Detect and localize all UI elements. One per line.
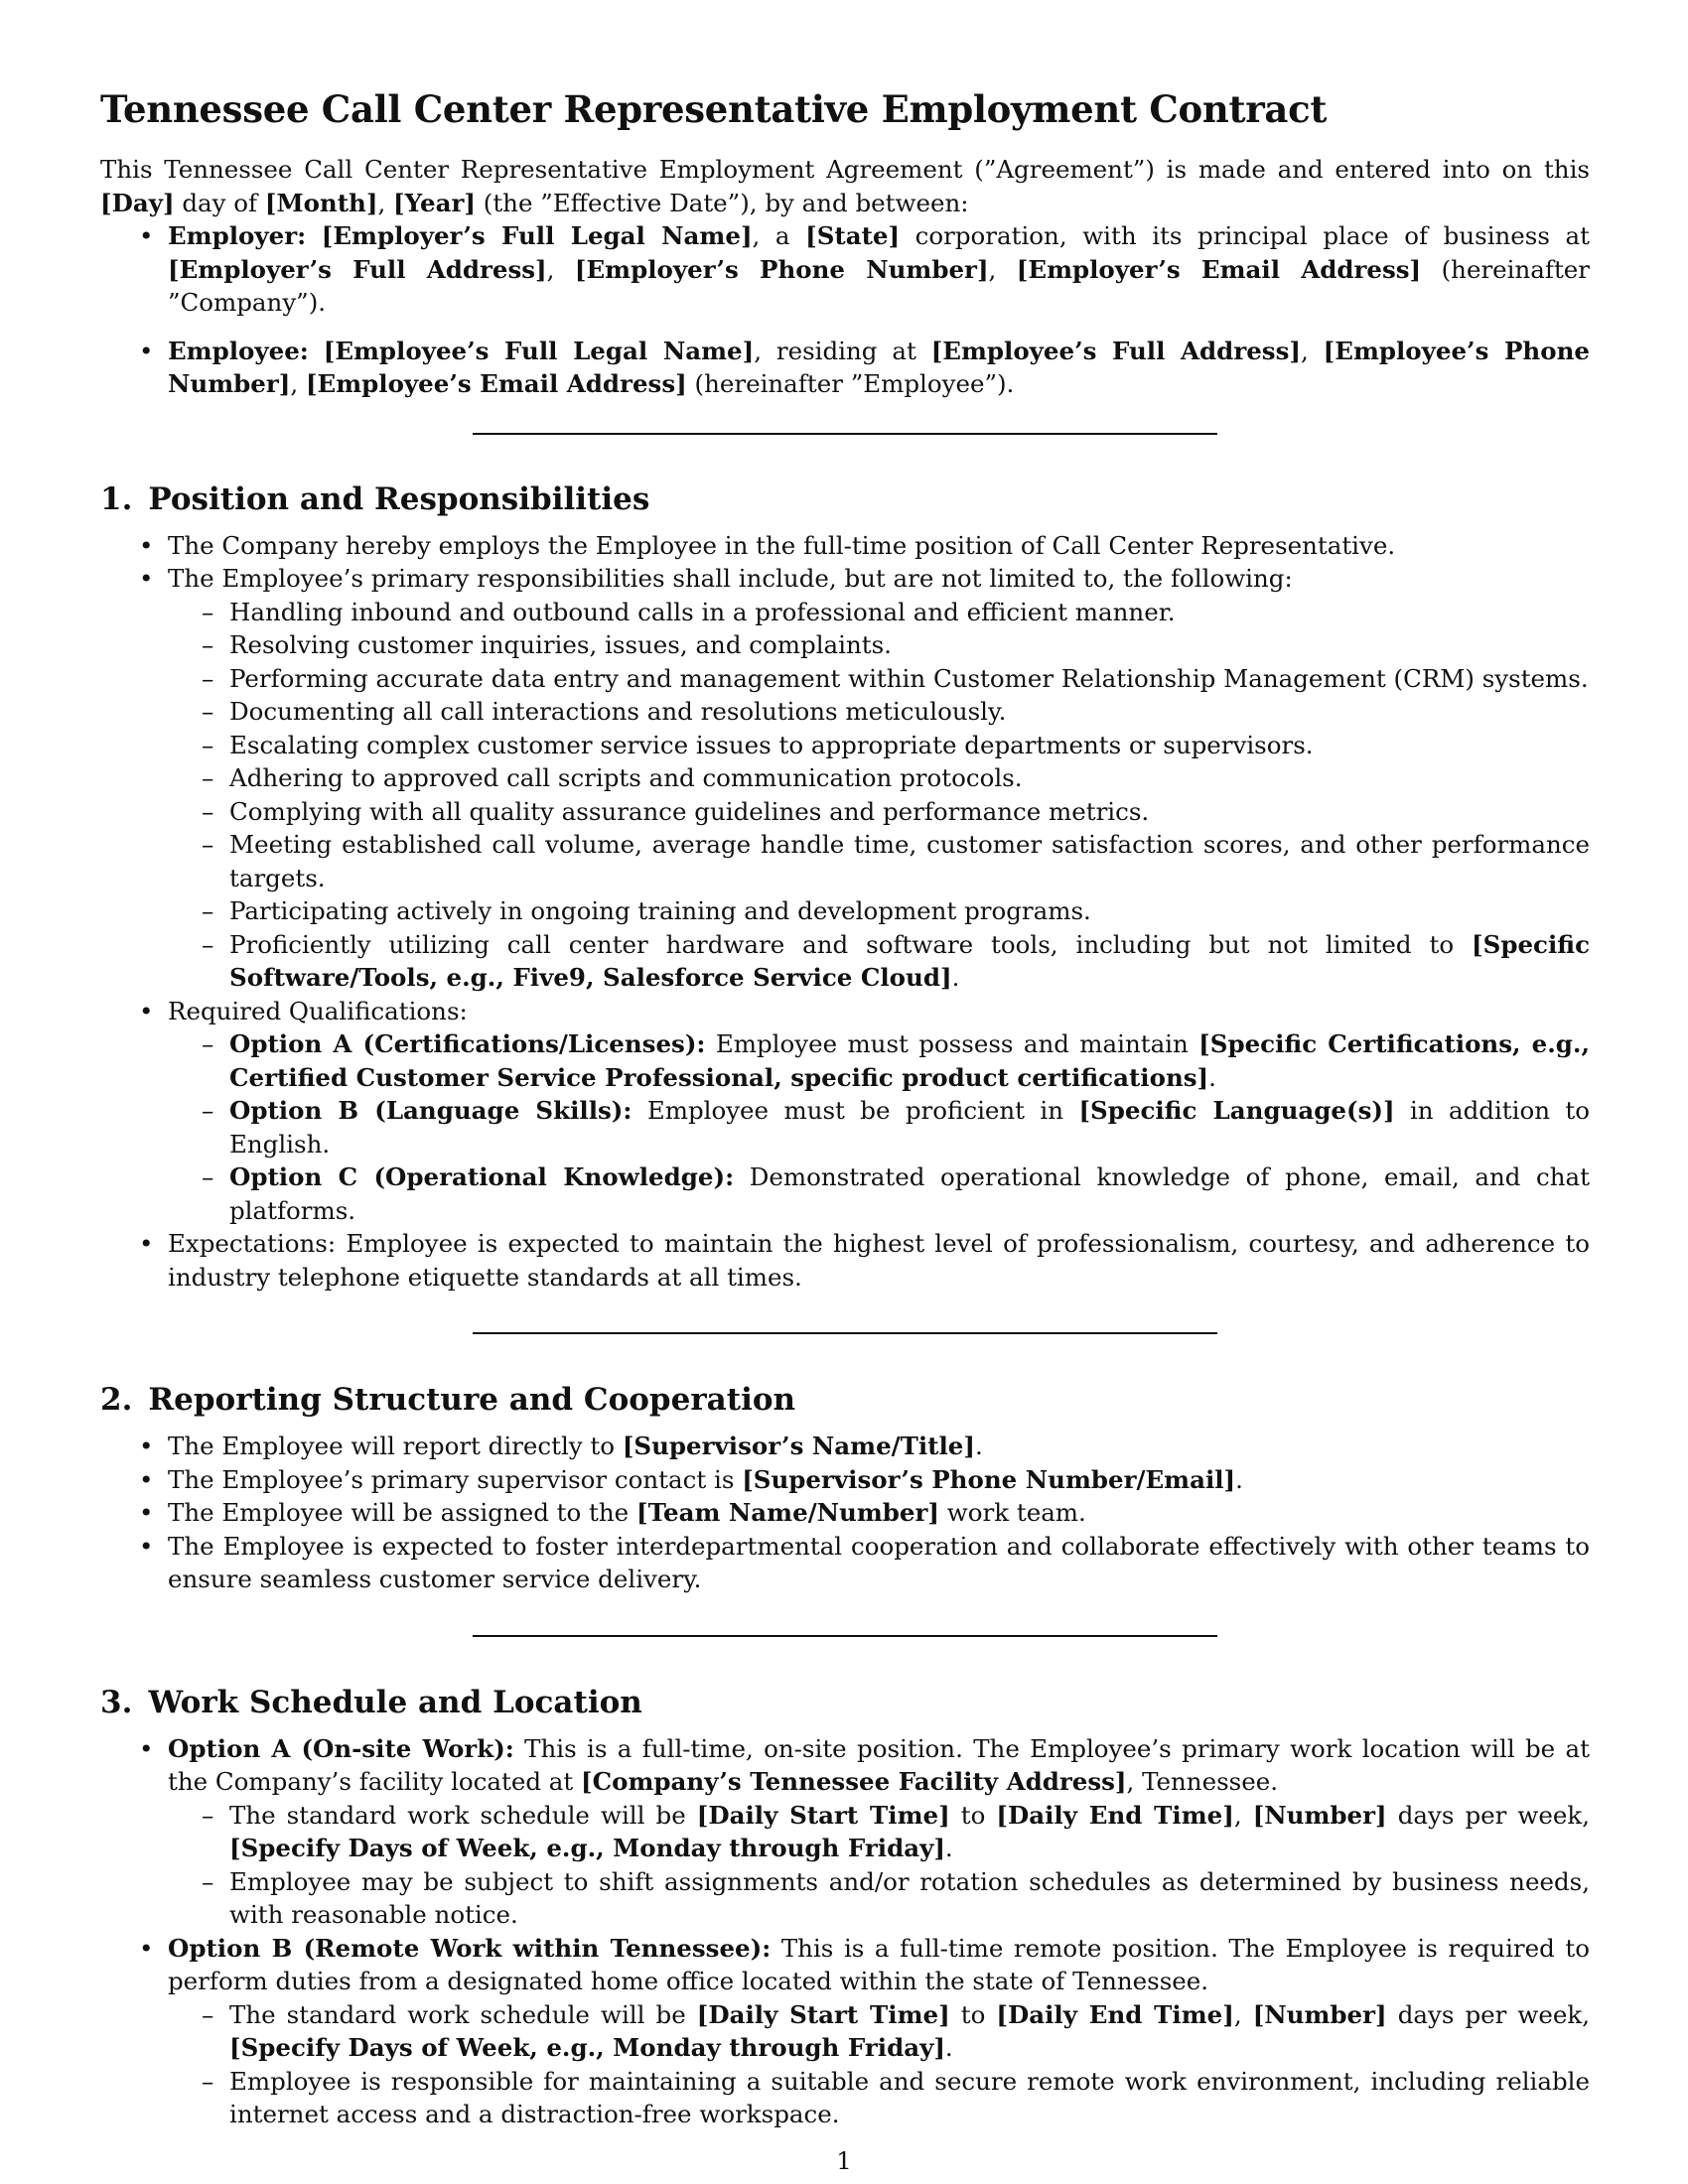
- list-item: • The Employee will report directly to [Supervisor’s Name/Title].: [100, 1430, 1590, 1463]
- year-placeholder: [Year]: [393, 188, 476, 217]
- work-option-a: • Option A (On-site Work): This is a full-time, on-site position. The Employee’s primary work location will be at the Company’s facility located at [Company’s Tennessee Facility Address], Tennessee. – The standard work schedule will be [Daily Start Time] to [Daily End Time], [Number] days per week, [Specify Days of Week, e.g., Monday through Friday]. – Employee may be subject to shift assignments and/or rotation schedules as determined by business needs, with reasonable notice.: [100, 1732, 1590, 1932]
- document-body: [100, 87, 1590, 2131]
- list-item: • The Employee will be assigned to the [Team Name/Number] work team.: [100, 1496, 1590, 1530]
- qualifications-list: [168, 1027, 1590, 1227]
- page-number: 1: [836, 2146, 852, 2175]
- qualification-option-a: – Option A (Certifications/Licenses): Employee must possess and maintain [Specific Certifications, e.g., Certified Customer Service Professional, specific product certifications].: [168, 1027, 1590, 1094]
- section-2-list: [100, 1430, 1590, 1596]
- list-item: • The Employee is expected to foster interdepartmental cooperation and collaborate effectively with other teams to ensure seamless customer service delivery.: [100, 1530, 1590, 1596]
- duty-item: – Performing accurate data entry and management within Customer Relationship Management (CRM) systems.: [168, 662, 1590, 696]
- section-divider: [473, 1635, 1217, 1637]
- duty-item: – Handling inbound and outbound calls in a professional and efficient manner.: [168, 596, 1590, 629]
- remote-environment-item: – Employee is responsible for maintaining a suitable and secure remote work environment, including reliable internet access and a distraction-free workspace.: [168, 2065, 1590, 2131]
- duty-item: – Resolving customer inquiries, issues, and complaints.: [168, 628, 1590, 662]
- list-item: • The Employee’s primary responsibilities shall include, but are not limited to, the following: – Handling inbound and outbound calls in a professional and efficient manner. – Resolving customer inquiries, issues, and complaints. – Performing accurate data entry and management within Customer Relationship Management (CRM) systems. – Documenting all call interactions and resolutions meticulously. – Escalating complex customer service issues to appropriate departments or supervisors. – Adhering to approved call scripts and communication protocols. – Complying with all quality assurance guidelines and performance metrics. – Meeting established call volume, average handle time, customer satisfaction scores, and other performance targets. – Participating actively in ongoing training and development programs. – Proficiently utilizing call center hardware and software tools, including but not limited to [Specific Software/Tools, e.g., Five9, Salesforce Service Cloud].: [100, 562, 1590, 995]
- duty-item: – Proficiently utilizing call center hardware and software tools, including but not limited to [Specific Software/Tools, e.g., Five9, Salesforce Service Cloud].: [168, 928, 1590, 995]
- section-divider: [473, 1332, 1217, 1334]
- employee-item: • Employee: [Employee’s Full Legal Name], residing at [Employee’s Full Address], [Employee’s Phone Number], [Employee’s Email Address] (hereinafter ”Employee”).: [100, 335, 1590, 401]
- document-title: Tennessee Call Center Representative Employment Contract: [100, 87, 1328, 131]
- duty-item: – Escalating complex customer service issues to appropriate departments or supervisors.: [168, 729, 1590, 762]
- duty-item: – Documenting all call interactions and resolutions meticulously.: [168, 695, 1590, 729]
- section-2-heading: 2. Reporting Structure and Cooperation: [100, 1382, 796, 1418]
- qualification-option-c: – Option C (Operational Knowledge): Demonstrated operational knowledge of phone, email, and chat platforms.: [168, 1160, 1590, 1227]
- intro-paragraph: This Tennessee Call Center Representative Employment Agreement (”Agreement”) is made and entered into on this [Day] day of [Month], [Year] (the ”Effective Date”), by and between:: [100, 155, 1590, 217]
- option-b-details: [168, 1998, 1590, 2131]
- qualification-option-b: – Option B (Language Skills): Employee must be proficient in [Specific Language(s)] in addition to English.: [168, 1094, 1590, 1160]
- list-item: • The Company hereby employs the Employee in the full-time position of Call Center Representative.: [100, 529, 1590, 563]
- list-item: • Expectations: Employee is expected to maintain the highest level of professionalism, courtesy, and adherence to industry telephone etiquette standards at all times.: [100, 1227, 1590, 1294]
- duty-item: – Complying with all quality assurance guidelines and performance metrics.: [168, 795, 1590, 829]
- option-a-details: [168, 1799, 1590, 1932]
- list-item: • The Employee’s primary supervisor contact is [Supervisor’s Phone Number/Email].: [100, 1463, 1590, 1497]
- duty-item: – Meeting established call volume, average handle time, customer satisfaction scores, and other performance targets.: [168, 828, 1590, 894]
- schedule-item: – The standard work schedule will be [Daily Start Time] to [Daily End Time], [Number] days per week, [Specify Days of Week, e.g., Monday through Friday].: [168, 1998, 1590, 2065]
- shift-item: – Employee may be subject to shift assignments and/or rotation schedules as determined by business needs, with reasonable notice.: [168, 1865, 1590, 1932]
- parties-list: [100, 219, 1590, 401]
- month-placeholder: [Month]: [264, 188, 378, 217]
- work-option-b: • Option B (Remote Work within Tennessee): This is a full-time remote position. The Employee is required to perform duties from a designated home office located within the state of Tennessee. – The standard work schedule will be [Daily Start Time] to [Daily End Time], [Number] days per week, [Specify Days of Week, e.g., Monday through Friday]. – Employee is responsible for maintaining a suitable and secure remote work environment, including reliable internet access and a distraction-free workspace.: [100, 1932, 1590, 2131]
- day-placeholder: [Day]: [100, 188, 175, 217]
- list-item: • Required Qualifications: – Option A (Certifications/Licenses): Employee must possess and maintain [Specific Certifications, e.g., Certified Customer Service Professional, specific product certifications]. – Option B (Language Skills): Employee must be proficient in [Specific Language(s)] in addition to English. – Option C (Operational Knowledge): Demonstrated operational knowledge of phone, email, and chat platforms.: [100, 995, 1590, 1228]
- section-1-list: [100, 529, 1590, 1295]
- schedule-item: – The standard work schedule will be [Daily Start Time] to [Daily End Time], [Number] days per week, [Specify Days of Week, e.g., Monday through Friday].: [168, 1799, 1590, 1865]
- duty-item: – Adhering to approved call scripts and communication protocols.: [168, 761, 1590, 795]
- section-1-heading: 1. Position and Responsibilities: [100, 480, 650, 517]
- section-3-heading: 3. Work Schedule and Location: [100, 1684, 642, 1720]
- section-3-list: [100, 1732, 1590, 2131]
- duty-item: – Participating actively in ongoing training and development programs.: [168, 894, 1590, 928]
- duties-list: [168, 596, 1590, 995]
- section-divider: [473, 433, 1217, 435]
- employer-item: • Employer: [Employer’s Full Legal Name], a [State] corporation, with its principal place of business at [Employer’s Full Address], [Employer’s Phone Number], [Employer’s Email Address] (hereinafter ”Company”).: [100, 219, 1590, 320]
